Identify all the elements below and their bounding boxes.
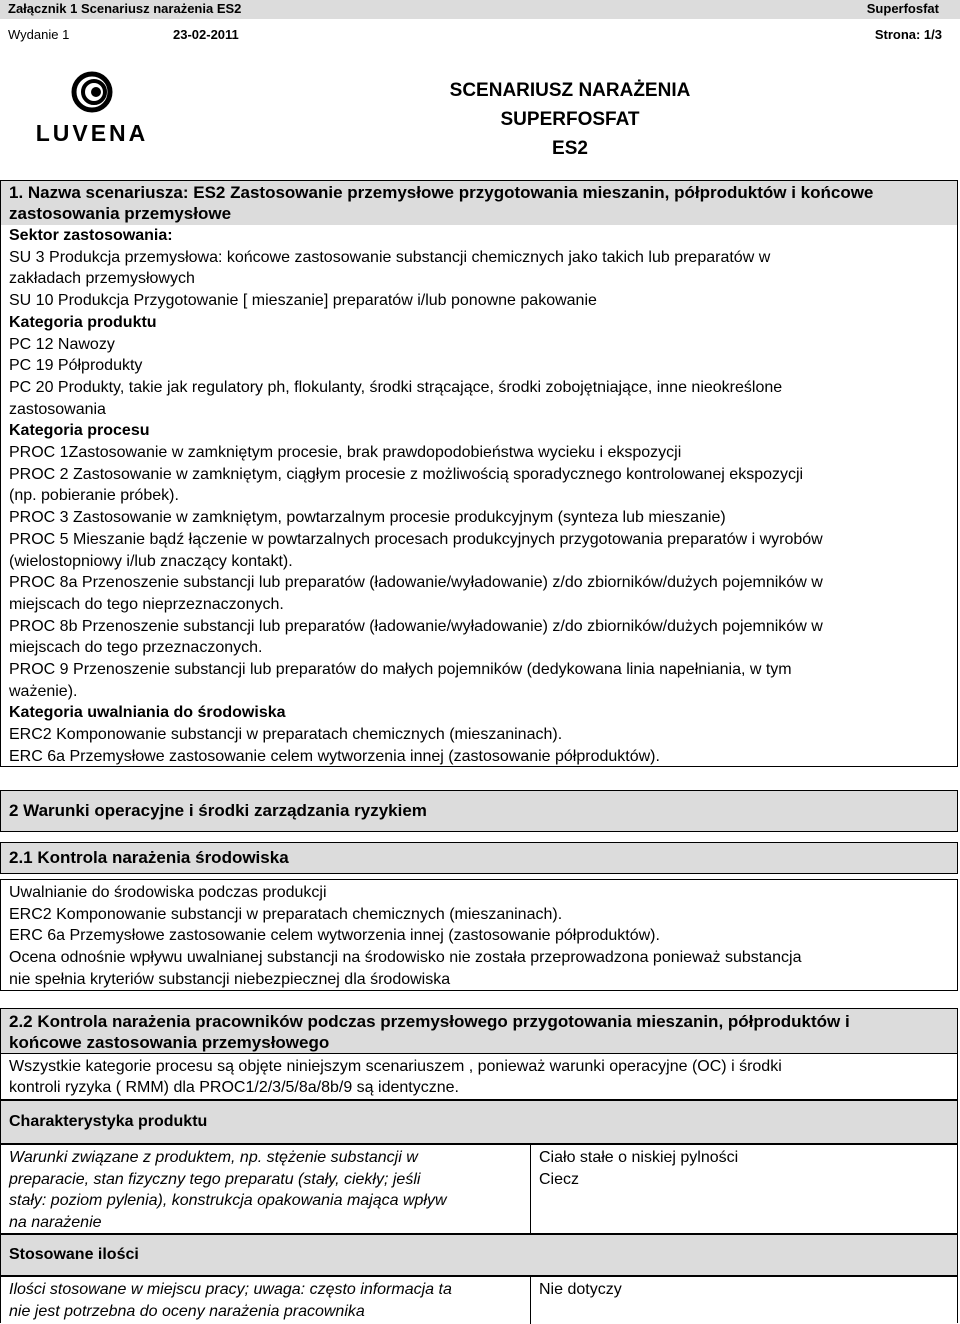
section-2-2-heading: 2.2 Kontrola narażenia pracowników podczas przemysłowego przygotowania mieszanin, półproduktów i końcowe zastosowania przemysłowego (0, 1008, 958, 1054)
characteristics-condition-cell: Warunki związane z produktem, np. stężenie substancji w preparacie, stan fizyczny tego preparatu (stały, ciekły; jeśli stały: poziom pylenia), konstrukcja opakowania mająca wpływ na narażenie (1, 1145, 531, 1233)
proc1: PROC 1Zastosowanie w zamkniętym procesie, brak prawdopodobieństwa wycieku i ekspozycji (9, 444, 682, 462)
title-line-1: SCENARIUSZ NARAŻENIA (449, 80, 691, 101)
section-2-1-content: Uwalnianie do środowiska podczas produkcji ERC2 Komponowanie substancji w preparatach chemicznych (mieszaninach). ERC 6a Przemysłowe zastosowanie celem wytworzenia innej (zastosowanie półproduktów). Ocena odnośnie wpływu uwalnianej substancji na środowisko nie została przeprowadzona ponieważ substancja nie spełnia kryteriów substancji niebezpiecznej dla środowiska (0, 879, 958, 991)
proc3: PROC 3 Zastosowanie w zamkniętym, powtarzalnym procesie produkcyjnym (synteza lub mieszanie) (9, 509, 726, 527)
annex-title: Załącznik 1 Scenariusz narażenia ES2 (8, 1, 242, 16)
document-title (370, 76, 770, 163)
page-number: Strona: 1/3 (874, 27, 942, 42)
section-2-2-intro: Wszystkie kategorie procesu są objęte niniejszym scenariuszem , ponieważ warunki operacyjne (OC) i środki kontroli ryzyka ( RMM) dla PROC1/2/3/5/8a/8b/9 są identyczne. (0, 1053, 958, 1100)
section-2-heading: 2 Warunki operacyjne i środki zarządzania ryzykiem (0, 790, 958, 832)
proc2: PROC 2 Zastosowanie w zamkniętym, ciągłym procesie z możliwością sporadycznego kontrolowanej ekspozycji (9, 465, 804, 483)
env-category-label: Kategoria uwalniania do środowiska (9, 704, 286, 722)
product-category-label: Kategoria produktu (9, 313, 157, 331)
characteristics-value-cell: Ciało stałe o niskiej pylności Ciecz (539, 1149, 739, 1188)
product-characteristics-heading: Charakterystyka produktu (0, 1100, 958, 1144)
proc9: PROC 9 Przenoszenie substancji lub preparatów do małych pojemników (dedykowana linia napełniania, w tym (9, 661, 792, 679)
product-name: Superfosfat (866, 1, 939, 16)
pc19: PC 19 Półprodukty (9, 357, 143, 375)
process-category-label: Kategoria procesu (9, 422, 150, 440)
logo-text: LUVENA (35, 120, 149, 146)
proc8b: PROC 8b Przenoszenie substancji lub preparatów (ładowanie/wyładowanie) z/do zbiorników/dużych pojemników w (9, 617, 823, 635)
quantities-value-cell: Nie dotyczy (539, 1281, 622, 1298)
section-1: 1. Nazwa scenariusza: ES2 Zastosowanie przemysłowe przygotowania mieszanin, półproduktów i końcowe zastosowania przemysłowe Sektor zastosowania: SU 3 Produkcja przemysłowa: końcowe zastosowanie substancji chemicznych jako takich lub preparatów w zakładach przemysłowych SU 10 Produkcja Przygotowanie [ mieszanie] preparatów i/lub ponowne pakowanie Kategoria produktu PC 12 Nawozy PC 19 Półprodukty PC 20 Produkty, takie jak regulatory ph, flokulanty, środki strącające, środki zobojętniające, inne nieokreślone zastosowania Kategoria procesu PROC 1Zastosowanie w zamkniętym procesie, brak prawdopodobieństwa wycieku i ekspozycji PROC 2 Zastosowanie w zamkniętym, ciągłym procesie z możliwością sporadycznego kontrolowanej ekspozycji (np. pobieranie próbek). PROC 3 Zastosowanie w zamkniętym, powtarzalnym procesie produkcyjnym (synteza lub mieszanie) PROC 5 Mieszanie bądź łączenie w powtarzalnych procesach produkcyjnych przygotowania preparatów i wyrobów (wielostopniowy i/lub znaczący kontakt). PROC 8a Przenoszenie substancji lub preparatów (ładowanie/wyładowanie) z/do zbiorników/dużych pojemników w miejscach do tego nieprzeznaczonych. PROC 8b Przenoszenie substancji lub preparatów (ładowanie/wyładowanie) z/do zbiorników/dużych pojemników w miejscach do tego przeznaczonych. PROC 9 Przenoszenie substancji lub preparatów do małych pojemników (dedykowana linia napełniania, w tym ważenie). Kategoria uwalniania do środowiska ERC2 Komponowanie substancji w preparatach chemicznych (mieszaninach). ERC 6a Przemysłowe zastosowanie celem wytworzenia innej (zastosowanie półproduktów). (0, 180, 958, 767)
pc12: PC 12 Nawozy (9, 335, 115, 353)
page-header-bar (0, 0, 960, 19)
quantities-heading: Stosowane ilości (0, 1234, 958, 1276)
section-2-1-heading: 2.1 Kontrola narażenia środowiska (0, 842, 958, 874)
luvena-swirl-icon (30, 70, 154, 120)
quantities-table (0, 1276, 958, 1323)
su10: SU 10 Produkcja Przygotowanie [ mieszanie] preparatów i/lub ponowne pakowanie (9, 292, 597, 310)
erc2: ERC2 Komponowanie substancji w preparatach chemicznych (mieszaninach). (9, 726, 563, 744)
edition: Wydanie 1 (8, 27, 70, 42)
sector-label: Sektor zastosowania: (9, 227, 173, 244)
pc20: PC 20 Produkty, takie jak regulatory ph, flokulanty, środki strącające, środki zobojętniające, inne nieokreślone (9, 378, 783, 396)
product-characteristics-table (0, 1144, 958, 1234)
title-line-2: SUPERFOSFAT (500, 109, 640, 130)
su3: SU 3 Produkcja przemysłowa: końcowe zastosowanie substancji chemicznych jako takich lub preparatów w (9, 248, 771, 266)
proc5: PROC 5 Mieszanie bądź łączenie w powtarzalnych procesach produkcyjnych przygotowania preparatów i wyrobów (9, 530, 823, 548)
erc6a: ERC 6a Przemysłowe zastosowanie celem wytworzenia innej (zastosowanie półproduktów). (9, 747, 660, 765)
issue-date: 23-02-2011 (173, 27, 239, 42)
section-1-heading: 1. Nazwa scenariusza: ES2 Zastosowanie przemysłowe przygotowania mieszanin, półproduktów i końcowe zastosowania przemysłowe (1, 181, 957, 225)
title-line-3: ES2 (552, 138, 588, 159)
proc8a: PROC 8a Przenoszenie substancji lub preparatów (ładowanie/wyładowanie) z/do zbiorników/dużych pojemników w (9, 574, 823, 592)
quantities-condition-cell: Ilości stosowane w miejscu pracy; uwaga: często informacja ta nie jest potrzebna do oceny narażenia pracownika (1, 1277, 531, 1324)
luvena-logo (30, 70, 154, 146)
